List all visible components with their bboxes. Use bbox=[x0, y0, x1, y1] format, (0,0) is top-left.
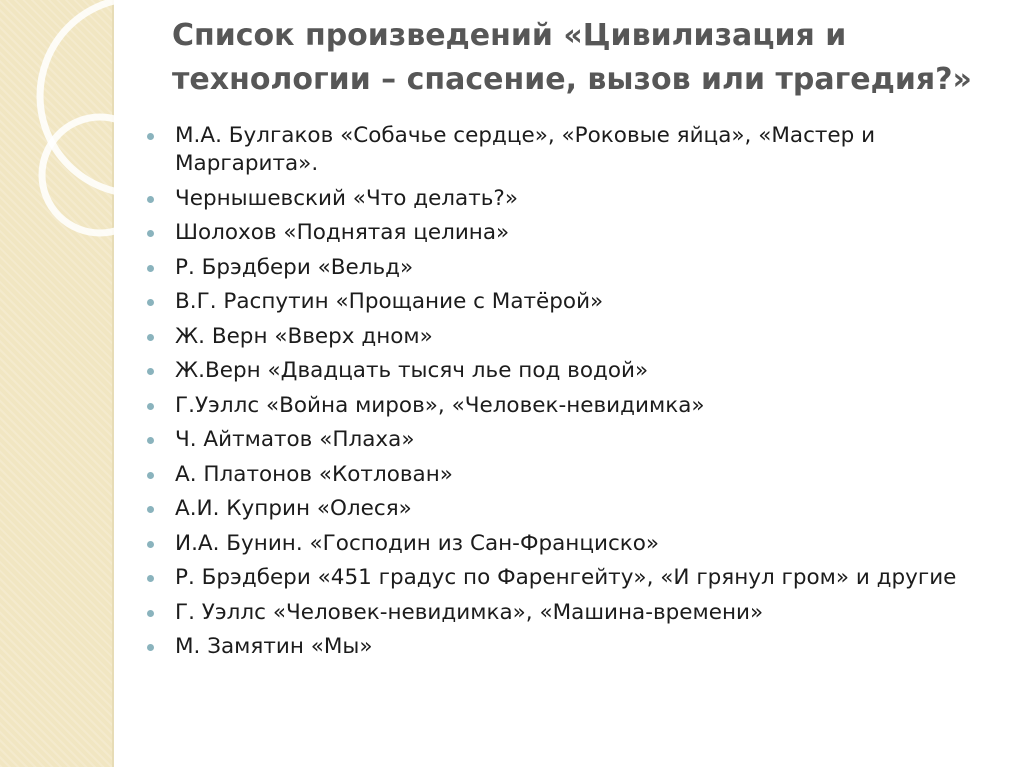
list-item bbox=[147, 495, 987, 523]
list-item-text: Ч. Айтматов «Плаха» bbox=[175, 427, 415, 452]
list-item bbox=[147, 254, 987, 282]
bullet-icon bbox=[147, 196, 154, 203]
list-item bbox=[147, 461, 987, 489]
bullet-icon bbox=[147, 575, 154, 582]
list-item bbox=[147, 633, 987, 661]
bullet-icon bbox=[147, 506, 154, 513]
list-item-text: А. Платонов «Котлован» bbox=[175, 461, 453, 487]
bullet-icon bbox=[147, 644, 154, 651]
works-list bbox=[147, 122, 987, 668]
list-item bbox=[147, 219, 987, 247]
list-item-text: А.И. Куприн «Олеся» bbox=[175, 496, 412, 521]
list-item bbox=[147, 564, 987, 592]
bullet-icon bbox=[147, 541, 154, 548]
bullet-icon bbox=[147, 437, 154, 444]
bullet-icon bbox=[147, 472, 154, 479]
list-item bbox=[147, 357, 987, 385]
list-item-text: Р. Брэдбери «451 градус по Фаренгейту», «И грянул гром» и другие bbox=[175, 565, 957, 590]
list-item-text: Шолохов «Поднятая целина» bbox=[175, 220, 510, 245]
bullet-icon bbox=[147, 610, 154, 617]
slide-title: Список произведений «Цивилизация и технологии – спасение, вызов или трагедия?» bbox=[172, 18, 972, 97]
list-item-text: И.А. Бунин. «Господин из Сан-Франциско» bbox=[175, 530, 660, 556]
bullet-icon bbox=[147, 299, 154, 306]
list-item bbox=[147, 530, 987, 558]
list-item bbox=[147, 288, 987, 316]
list-item-text: Чернышевский «Что делать?» bbox=[175, 185, 518, 211]
bullet-icon bbox=[147, 334, 154, 341]
list-item-text: М. Замятин «Мы» bbox=[175, 634, 373, 659]
list-item-text: Р. Брэдбери «Вельд» bbox=[175, 254, 414, 280]
list-item-text: Г.Уэллс «Война миров», «Человек-невидимка» bbox=[175, 392, 705, 418]
list-item bbox=[147, 426, 987, 454]
list-item-text: Ж.Верн «Двадцать тысяч лье под водой» bbox=[175, 358, 649, 383]
list-item bbox=[147, 323, 987, 351]
bullet-icon bbox=[147, 133, 154, 140]
side-panel-edge bbox=[112, 0, 114, 767]
list-item-text: Ж. Верн «Вверх дном» bbox=[175, 323, 433, 349]
list-item bbox=[147, 185, 987, 213]
bullet-icon bbox=[147, 403, 154, 410]
list-item bbox=[147, 122, 987, 178]
list-item bbox=[147, 599, 987, 627]
decorative-side-panel bbox=[0, 0, 112, 767]
list-item bbox=[147, 392, 987, 420]
list-item-text: Г. Уэллс «Человек-невидимка», «Машина-времени» bbox=[175, 599, 764, 625]
list-item-text: В.Г. Распутин «Прощание с Матёрой» bbox=[175, 289, 604, 314]
bullet-icon bbox=[147, 230, 154, 237]
bullet-icon bbox=[147, 368, 154, 375]
bullet-icon bbox=[147, 265, 154, 272]
list-item-text: М.А. Булгаков «Собачье сердце», «Роковые яйца», «Мастер и Маргарита». bbox=[175, 123, 876, 176]
